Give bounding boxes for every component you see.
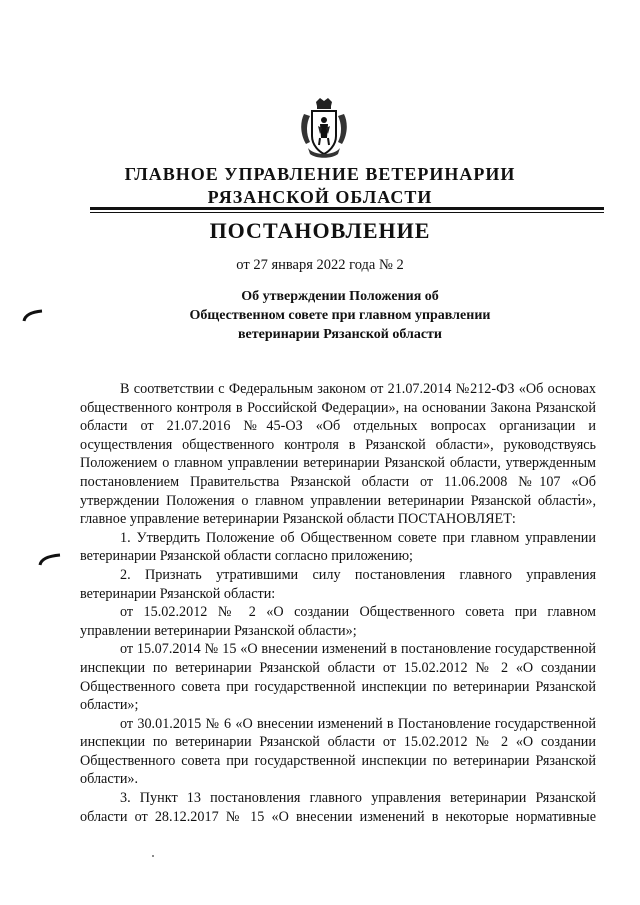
subject-line: Об утверждении Положения об xyxy=(241,289,439,304)
subject-line: Общественном совете при главном управлении xyxy=(189,308,491,323)
item-1-paragraph: 1. Утвердить Положение об Общественном совете при главном управлении ветеринарии Рязанской области согласно приложению; xyxy=(80,529,596,565)
scan-speck xyxy=(152,855,154,857)
org-name-line2: РЯЗАНСКОЙ ОБЛАСТИ xyxy=(207,187,433,207)
header-rule-thick xyxy=(90,207,604,210)
document-type: ПОСТАНОВЛЕНИЕ xyxy=(209,218,431,243)
document-subject xyxy=(0,287,640,344)
subitem-3-paragraph: от 30.01.2015 № 6 «О внесении изменений в Постановление государственной инспекции по ветеринарии Рязанской области от 15.02.2012 № 2 «О создании Общественного совета при государственной инспекции по ветеринарии Рязанской области». xyxy=(80,715,596,788)
document-date: от 27 января 2022 года № 2 xyxy=(236,257,404,273)
item-2-paragraph: 2. Признать утратившими силу постановления главного управления ветеринарии Рязанской области: xyxy=(80,566,596,602)
coat-of-arms-icon xyxy=(298,98,350,160)
org-name-line1: ГЛАВНОЕ УПРАВЛЕНИЕ ВЕТЕРИНАРИИ xyxy=(124,164,516,184)
subject-line: ветеринарии Рязанской области xyxy=(238,327,442,342)
document-body xyxy=(80,380,596,826)
preamble-paragraph: В соответствии с Федеральным законом от 21.07.2014 №212-ФЗ «Об основах общественного контроля в Российской Федерации», на основании Закона Рязанской области от 21.07.2016 №45-ОЗ «Об отдельных вопросах организации и осуществления общественного контроля в Рязанской области», руководствуясь Положением о главном управлении ветеринарии Рязанской области, утвержденным постановлением Правительства Рязанской области от 11.06.2008 №107 «Об утверждении Положения о главном управлении ветеринарии Рязанской области», главное управление ветеринарии Рязанской области ПОСТАНОВЛЯЕТ: xyxy=(80,381,596,528)
margin-mark-icon xyxy=(22,309,44,323)
subitem-1-paragraph: от 15.02.2012 № 2 «О создании Общественного совета при главном управлении ветеринарии Рязанской области»; xyxy=(80,604,596,639)
subitem-2-paragraph: от 15.07.2014 № 15 «О внесении изменений в постановление государственной инспекции по ветеринарии Рязанской области от 15.02.2012 № 2 «О создании Общественного совета при государственной инспекции по ветеринарии Рязанской области»; xyxy=(80,641,596,714)
margin-mark-icon xyxy=(38,553,62,567)
header-rule-thin xyxy=(90,212,604,213)
item-3-paragraph: 3. Пункт 13 постановления главного управления ветеринарии Рязанской области от 28.12.2017 № 15 «О внесении изменений в некоторые нормативные xyxy=(80,790,596,825)
